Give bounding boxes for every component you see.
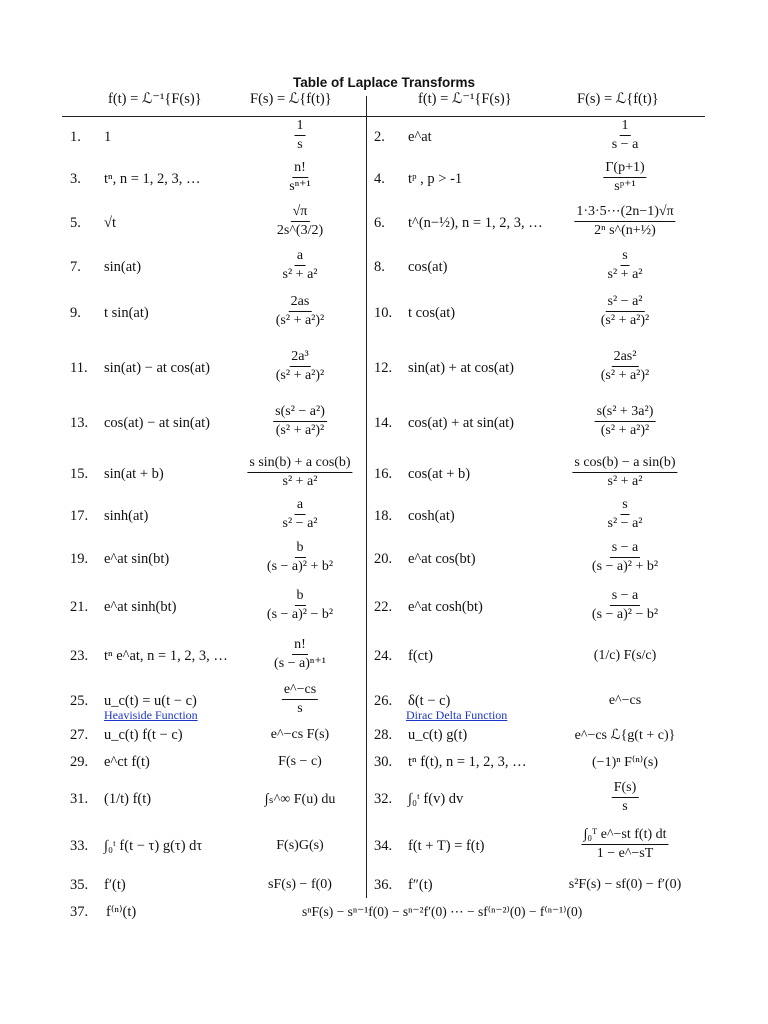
transform-right (569, 877, 681, 893)
dirac-delta-function-link[interactable]: Dirac Delta Function (406, 708, 508, 722)
transform-numerator: 1 (295, 118, 306, 136)
transform-denominator: (s² + a²)² (275, 423, 325, 439)
transform-numerator: b (294, 588, 305, 606)
transform-denominator: (s² + a²)² (600, 423, 650, 439)
transform-denominator: s (297, 701, 303, 717)
transform-expression: F(s − c) (278, 754, 322, 769)
transform-left (275, 204, 325, 239)
transform-right (612, 780, 639, 815)
row-number-left: 5. (70, 215, 81, 231)
transform-right (590, 588, 660, 623)
transform-denominator: 2s^(3/2) (276, 223, 324, 239)
transform-expression: (−1)ⁿ F⁽ⁿ⁾(s) (592, 755, 658, 770)
row-number-right: 10. (374, 305, 393, 321)
row-number-right: 30. (374, 754, 393, 770)
function-right: t^(n−½), n = 1, 2, 3, … (408, 215, 543, 231)
row-number-left: 19. (70, 551, 89, 567)
function-left: e^at sin(bt) (104, 551, 170, 567)
row-number-right: 32. (374, 791, 393, 807)
transform-expression: (1/c) F(s/c) (593, 648, 657, 663)
header-Fs-left: F(s) = ℒ{f(t)} (250, 91, 332, 107)
transform-right (574, 204, 675, 239)
transform-right (592, 754, 658, 771)
row-37-transform: sⁿF(s) − sⁿ⁻¹f(0) − sⁿ⁻²f′(0) ⋯ − sf⁽ⁿ⁻²⁾(0) − f⁽ⁿ⁻¹⁾(0) (302, 904, 583, 919)
header-Fs-right: F(s) = ℒ{f(t)} (577, 91, 659, 107)
transform-left (295, 118, 306, 153)
transform-denominator: (s − a)² + b² (266, 559, 334, 575)
transform-numerator: e^−cs (282, 682, 318, 700)
transform-numerator: s − a (610, 588, 641, 606)
transform-denominator: s − a (611, 137, 639, 153)
transform-numerator: a (295, 497, 305, 515)
function-left: sin(at) − at cos(at) (104, 360, 211, 376)
function-right: e^at cos(bt) (408, 551, 476, 567)
row-number-left: 31. (70, 791, 89, 807)
function-right: e^at cosh(bt) (408, 599, 483, 615)
transform-right (595, 404, 656, 439)
row-number-left: 25. (70, 693, 89, 709)
function-left: ∫₀ᵗ f(t − τ) g(τ) dτ (104, 838, 203, 854)
transform-right (590, 540, 660, 575)
row-number-left: 23. (70, 648, 89, 664)
row-number-left: 35. (70, 877, 89, 893)
function-left: f′(t) (104, 877, 126, 893)
function-right: tⁿ f(t), n = 1, 2, 3, … (408, 754, 527, 770)
row-number-left: 9. (70, 305, 81, 321)
transform-numerator: 1·3·5⋯(2n−1)√π (574, 204, 675, 222)
function-right: ∫₀ᵗ f(v) dv (408, 791, 464, 807)
transform-numerator: s sin(b) + a cos(b) (247, 455, 352, 473)
transform-expression: s²F(s) − sf(0) − f′(0) (568, 877, 682, 892)
transform-numerator: 1 (620, 118, 631, 136)
function-left: u_c(t) = u(t − c) (104, 693, 197, 709)
transform-left (282, 682, 318, 717)
function-right: tᵖ , p > -1 (408, 171, 463, 187)
transform-numerator: s² − a² (606, 294, 645, 312)
transform-right (594, 648, 657, 664)
transform-expression: ∫ₛ^∞ F(u) du (264, 792, 336, 807)
transform-denominator: (s² + a²)² (600, 368, 650, 384)
heaviside-function-link[interactable]: Heaviside Function (104, 708, 198, 722)
transform-numerator: s cos(b) − a sin(b) (572, 455, 677, 473)
transform-expression: e^−cs ℒ{g(t + c)} (574, 728, 676, 743)
transform-right (581, 827, 668, 862)
row-number-left: 1. (70, 129, 81, 145)
transform-left (271, 727, 329, 743)
header-ft-left: f(t) = ℒ⁻¹{F(s)} (108, 91, 202, 107)
row-number-right: 2. (374, 129, 385, 145)
function-right: f(t + T) = f(t) (408, 838, 485, 854)
transform-numerator: a (295, 248, 305, 266)
transform-numerator: n! (292, 637, 308, 655)
transform-numerator: s(s² − a²) (273, 404, 327, 422)
transform-denominator: (s − a)² − b² (591, 607, 659, 623)
transform-left (276, 838, 323, 854)
row-number-right: 4. (374, 171, 385, 187)
header-ft-right: f(t) = ℒ⁻¹{F(s)} (418, 91, 512, 107)
transform-numerator: 2a³ (289, 349, 310, 367)
transform-right (606, 248, 645, 283)
row-number-right: 20. (374, 551, 393, 567)
transform-denominator: s² + a² (282, 267, 318, 283)
function-left: √t (104, 215, 116, 231)
function-right: δ(t − c) (408, 693, 451, 709)
transform-left (247, 455, 352, 490)
transform-right (610, 118, 641, 153)
row-number-left: 11. (70, 360, 88, 376)
row-37-number: 37. (70, 904, 89, 920)
transform-expression: sF(s) − f(0) (268, 877, 332, 892)
transform-left (274, 294, 326, 329)
row-number-right: 28. (374, 727, 393, 743)
transform-numerator: 2as (289, 294, 312, 312)
transform-numerator: 2as² (612, 349, 639, 367)
row-number-right: 8. (374, 259, 385, 275)
row-37-function: f⁽ⁿ⁾(t) (106, 904, 137, 920)
function-left: 1 (104, 129, 112, 145)
transform-denominator: (s² + a²)² (275, 313, 325, 329)
row-number-right: 24. (374, 648, 393, 664)
function-left: sinh(at) (104, 508, 149, 524)
transform-left (268, 877, 332, 893)
row-number-right: 14. (374, 415, 393, 431)
transform-right (572, 455, 677, 490)
row-number-left: 7. (70, 259, 81, 275)
transform-right (599, 349, 651, 384)
transform-denominator: s² − a² (282, 516, 318, 532)
transform-left (274, 349, 326, 384)
transform-left (281, 248, 320, 283)
function-left: (1/t) f(t) (104, 791, 152, 807)
transform-denominator: sᵖ⁺¹ (614, 179, 636, 195)
transform-expression: F(s)G(s) (276, 838, 324, 853)
transform-numerator: b (294, 540, 305, 558)
function-right: sin(at) + at cos(at) (408, 360, 515, 376)
row-number-left: 21. (70, 599, 89, 615)
transform-left (272, 637, 328, 672)
row-number-right: 36. (374, 877, 393, 893)
function-right: f″(t) (408, 877, 433, 893)
transform-denominator: s² + a² (607, 267, 643, 283)
row-number-left: 3. (70, 171, 81, 187)
function-right: cosh(at) (408, 508, 455, 524)
transform-denominator: 2ⁿ s^(n+½) (594, 223, 656, 239)
function-left: tⁿ e^at, n = 1, 2, 3, … (104, 648, 228, 664)
function-right: u_c(t) g(t) (408, 727, 468, 743)
row-number-right: 12. (374, 360, 393, 376)
header-rule (62, 116, 705, 117)
transform-denominator: (s − a)ⁿ⁺¹ (274, 656, 326, 672)
transform-right (603, 160, 646, 195)
transform-denominator: sⁿ⁺¹ (289, 179, 311, 195)
function-left: tⁿ, n = 1, 2, 3, … (104, 171, 201, 187)
row-number-left: 17. (70, 508, 89, 524)
function-right: f(ct) (408, 648, 433, 664)
transform-right (609, 693, 641, 709)
transform-left (265, 540, 335, 575)
transform-denominator: (s − a)² − b² (266, 607, 334, 623)
row-number-right: 34. (374, 838, 393, 854)
transform-numerator: n! (292, 160, 308, 178)
row-number-left: 27. (70, 727, 89, 743)
transform-numerator: s(s² + 3a²) (595, 404, 656, 422)
column-divider (366, 96, 367, 898)
function-left: cos(at) − at sin(at) (104, 415, 211, 431)
transform-expression: e^−cs F(s) (270, 727, 330, 742)
transform-left (287, 160, 312, 195)
transform-numerator: Γ(p+1) (603, 160, 646, 178)
row-number-left: 29. (70, 754, 89, 770)
row-number-right: 22. (374, 599, 393, 615)
transform-right (606, 497, 645, 532)
transform-numerator: F(s) (612, 780, 639, 798)
transform-right (599, 294, 651, 329)
transform-left (265, 791, 336, 808)
transform-left (281, 497, 320, 532)
row-number-right: 6. (374, 215, 385, 231)
transform-numerator: s (620, 248, 629, 266)
row-number-right: 18. (374, 508, 393, 524)
transform-numerator: s (620, 497, 629, 515)
function-left: e^ct f(t) (104, 754, 150, 770)
row-number-left: 33. (70, 838, 89, 854)
page-title: Table of Laplace Transforms (292, 75, 476, 90)
function-left: sin(at + b) (104, 466, 164, 482)
row-number-left: 15. (70, 466, 89, 482)
function-left: t sin(at) (104, 305, 149, 321)
transform-denominator: s (297, 137, 303, 153)
transform-denominator: s² − a² (607, 516, 643, 532)
transform-denominator: 1 − e^−sT (596, 846, 654, 862)
transform-denominator: s² + a² (282, 474, 318, 490)
transform-denominator: (s − a)² + b² (591, 559, 659, 575)
transform-left (278, 754, 322, 770)
function-right: cos(at) (408, 259, 448, 275)
transform-denominator: s (622, 799, 628, 815)
transform-denominator: (s² + a²)² (600, 313, 650, 329)
function-right: cos(at + b) (408, 466, 471, 482)
transform-right (575, 727, 676, 744)
transform-numerator: √π (291, 204, 310, 222)
row-number-right: 16. (374, 466, 393, 482)
transform-expression: e^−cs (608, 693, 642, 708)
transform-left (265, 588, 335, 623)
transform-left (273, 404, 327, 439)
function-left: sin(at) (104, 259, 142, 275)
transform-numerator: s − a (610, 540, 641, 558)
function-left: e^at sinh(bt) (104, 599, 177, 615)
transform-denominator: s² + a² (607, 474, 643, 490)
function-right: e^at (408, 129, 432, 145)
function-right: cos(at) + at sin(at) (408, 415, 515, 431)
row-number-left: 13. (70, 415, 89, 431)
transform-denominator: (s² + a²)² (275, 368, 325, 384)
function-left: u_c(t) f(t − c) (104, 727, 183, 743)
function-right: t cos(at) (408, 305, 456, 321)
transform-numerator: ∫₀ᵀ e^−st f(t) dt (581, 827, 668, 845)
row-number-right: 26. (374, 693, 393, 709)
